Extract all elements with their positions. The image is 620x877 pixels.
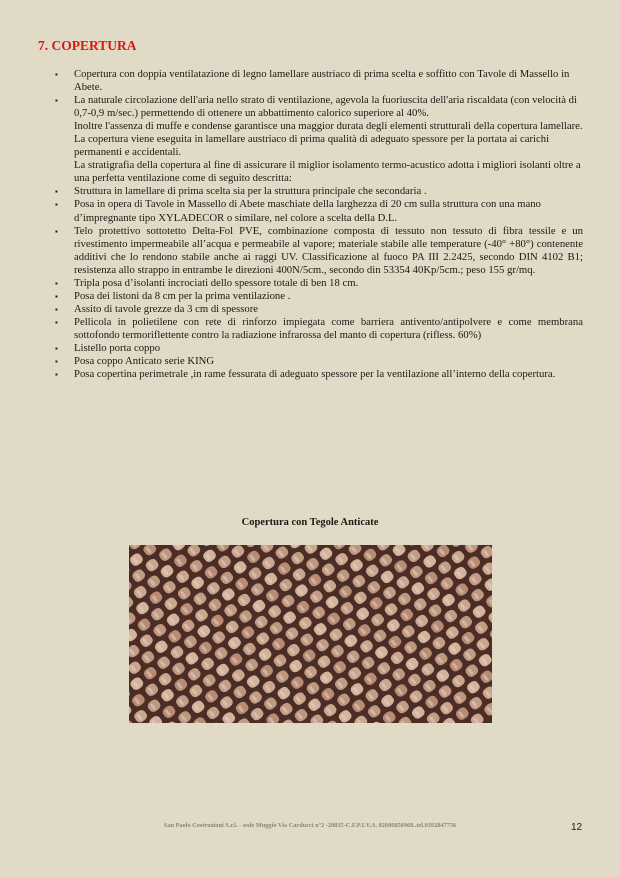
list-item <box>55 94 583 120</box>
list-item <box>55 368 583 381</box>
list-item-text: La stratigrafia della copertura al fine di assicurare il miglior isolamento termo-acustico adotta i migliori isolanti oltre a una perfetta ventilazione come di seguito descritta: <box>74 159 581 185</box>
bullet-icon: ▪ <box>55 200 58 210</box>
list-item-text: Posa dei listoni da 8 cm per la prima ventilazione . <box>74 289 291 302</box>
bullet-icon: ▪ <box>55 187 58 197</box>
specification-list <box>55 68 583 381</box>
bullet-icon: ▪ <box>55 304 58 314</box>
list-item <box>55 185 583 198</box>
bullet-icon: ▪ <box>55 370 58 380</box>
list-item <box>55 225 583 277</box>
list-item-text: Copertura con doppia ventilatazione di legno lamellare austriaco di prima scelta e soffitto con Tavole di Massello in Abete. <box>74 68 570 94</box>
list-item-text: Struttura in lamellare di prima scelta sia per la struttura principale che secondaria . <box>74 185 427 198</box>
list-item <box>55 68 583 94</box>
list-item <box>55 355 583 368</box>
bullet-icon: ▪ <box>55 278 58 288</box>
list-item <box>55 303 583 316</box>
list-item-text: Inoltre l'assenza di muffe e condense garantisce una maggior durata degli elementi strutturali della copertura lamellare. La copertura viene eseguita in lamellare austriaco di prima qualità di adeguato spessore per la portata ai carichi permanenti e accidentali. <box>74 120 583 159</box>
section-title: 7. COPERTURA <box>38 38 137 53</box>
list-item-text: Pellicola in polietilene con rete di rinforzo impiegata come barriera antivento/antipolvere e come membrana sottofondo termoriflettente contro la radiazione infrarossa del manto di copertura (rifless. 60%) <box>74 315 583 341</box>
list-item-text: Tripla posa d’isolanti incrociati dello spessore totale di ben 18 cm. <box>74 276 359 289</box>
roof-tiles-photo <box>129 545 492 723</box>
list-item <box>55 316 583 342</box>
list-item <box>55 290 583 303</box>
bullet-icon: ▪ <box>55 343 58 353</box>
bullet-icon: ▪ <box>55 357 58 367</box>
list-item <box>55 198 583 224</box>
list-item <box>55 277 583 290</box>
bullet-icon: ▪ <box>55 96 58 106</box>
list-item-text: Telo protettivo sottotetto Delta-Fol PVE, combinazione composta di tessuto non tessuto di fibra tessile e un rivestimento impermeabile all’acqua e permeabile al vapore; materiale stabile alle temperature (-40° +80°) contenente additivi che lo rendono stabile anche ai raggi UV. Classificazione al fuoco PA III 2.2425, secondo DIN 4102 B1; resistenza allo strappo in entrambe le direzioni 400N/5cm., secondo din 53354 40Kp/5cm.; peso 155 gr/mq. <box>74 224 583 276</box>
bullet-icon: ▪ <box>55 70 58 79</box>
list-paragraph <box>55 159 583 185</box>
list-item-text: Posa in opera di Tavole in Massello di Abete maschiate della larghezza di 20 cm sulla struttura con una mano d’impregnante tipo XYLADECOR o similare, nel colore a scelta della D.L. <box>74 198 541 224</box>
bullet-icon: ▪ <box>55 291 58 301</box>
bullet-icon: ▪ <box>55 317 58 327</box>
page-number: 12 <box>571 822 583 833</box>
bullet-icon: ▪ <box>55 226 58 236</box>
list-item <box>55 342 583 355</box>
list-item-text: Posa copertina perimetrale ,in rame fessurata di adeguato spessore per la ventilazione all’interno della copertura. <box>74 368 556 381</box>
list-item-text: Listello porta coppo <box>74 341 161 354</box>
roof-tiles-image <box>129 545 492 723</box>
list-item-text: La naturale circolazione dell'aria nello strato di ventilazione, agevola la fuoriuscita dell'aria riscaldata (con velocità di 0,7-0,9 m/sec.) permettendo di ottenere un abbattimento calorico superiore al 40%. <box>74 94 577 120</box>
list-item-text: Posa coppo Anticato serie KING <box>74 355 215 368</box>
figure-caption: Copertura con Tegole Anticate <box>241 517 379 528</box>
footer-company-info: San Paolo Costruzioni S.r.l. - sede Muggiò Via Carducci n°2 -20835-C.F.P.I.V.A. 02806850968..tel.0392847756 <box>163 822 457 829</box>
list-paragraph <box>55 120 583 159</box>
list-item-text: Assito di tavole grezze da 3 cm di spessore <box>74 302 259 315</box>
